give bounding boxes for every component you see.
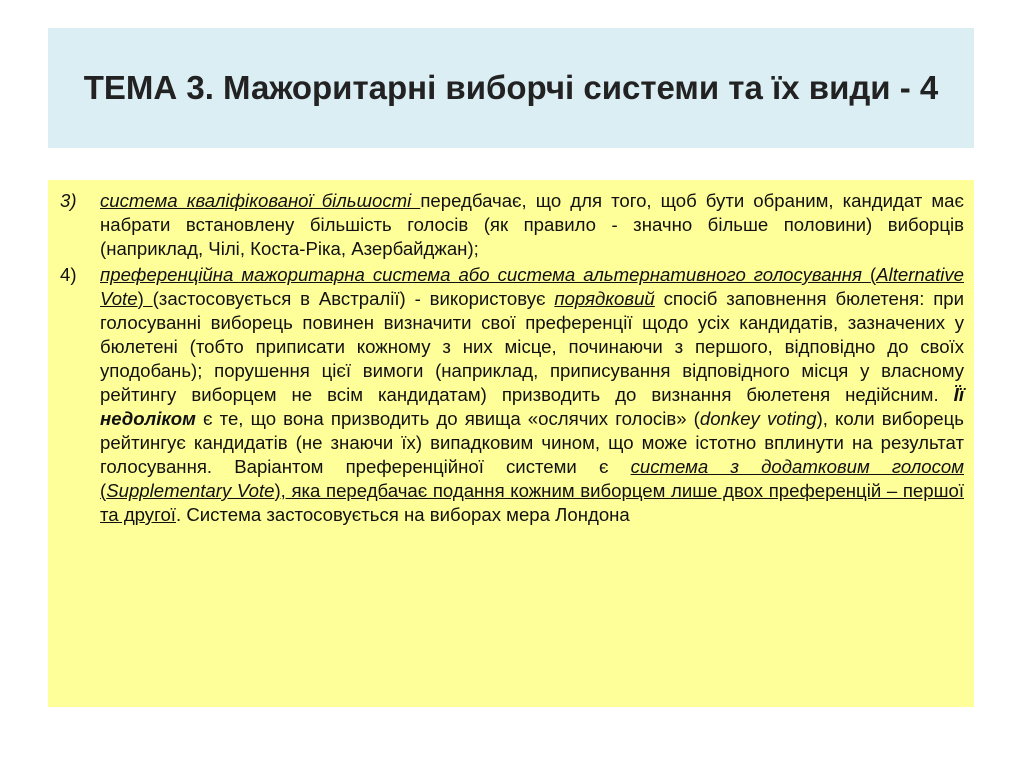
item-number: 3): [60, 190, 77, 211]
term-alternative-vote: Alternative Vote: [100, 264, 965, 309]
term-donkey-voting: donkey voting: [699, 408, 817, 429]
term-qualified-majority: система кваліфікованої більшості: [100, 190, 421, 211]
text-segment: ), коли виборець рейтингує кандидатів (не знаючи їх) випадковим чином, що може істотно вплинути на результат голосування. Варіантом преференційної системи є: [100, 408, 964, 477]
term2-open-paren: (: [100, 480, 107, 501]
slide-title: ТЕМА 3. Мажоритарні виборчі системи та їх види - 4: [83, 69, 939, 106]
text-segment: (застосовується в Австралії) - використовує: [152, 288, 555, 309]
disadvantage-label: Її недоліком: [100, 384, 964, 429]
item-text: [100, 263, 964, 527]
term-supplementary-vote: Supplementary Vote: [106, 480, 275, 501]
text-segment: . Система застосовується на виборах мера Лондона: [175, 504, 630, 525]
term-open-paren: (: [861, 264, 877, 285]
word-ordinal: порядковий: [554, 288, 655, 309]
item-number: 4): [60, 264, 77, 285]
term-supplementary-system: система з додатковим голосом: [630, 456, 965, 477]
term2-close-paren: ),: [274, 480, 292, 501]
text-segment: є те, що вона призводить до явища «ослячих голосів» (: [195, 408, 700, 429]
term-close-paren: ): [137, 288, 153, 309]
list-item-4: [60, 263, 964, 527]
list-item-3: [60, 189, 964, 261]
title-box: [48, 28, 974, 148]
content-box: [48, 180, 974, 707]
term-preferential-system: преференційна мажоритарна система або система альтернативного голосування: [100, 264, 862, 285]
text-segment: спосіб заповнення бюлетеня: при голосуванні виборець повинен визначити свої преференції щодо усіх кандидатів, зазначених у бюлетені (тобто приписати кожному з них місце, починаючи з першого, відповідно до своїх уподобань); порушення цієї вимоги (наприклад, приписування відповідного місця у власному рейтингу виборцем не всім кандидатам) призводить до визнання бюлетеня недійсним.: [100, 288, 965, 405]
item-text: [100, 189, 964, 261]
text-segment: передбачає, що для того, щоб бути обраним, кандидат має набрати встановлену більшість голосів (як правило - значно більше половини) виборців (наприклад, Чілі, Коста-Ріка, Азербайджан);: [100, 190, 964, 259]
underlined-text-segment: яка передбачає подання кожним виборцем лише двох преференцій – першої та другої: [100, 480, 964, 525]
